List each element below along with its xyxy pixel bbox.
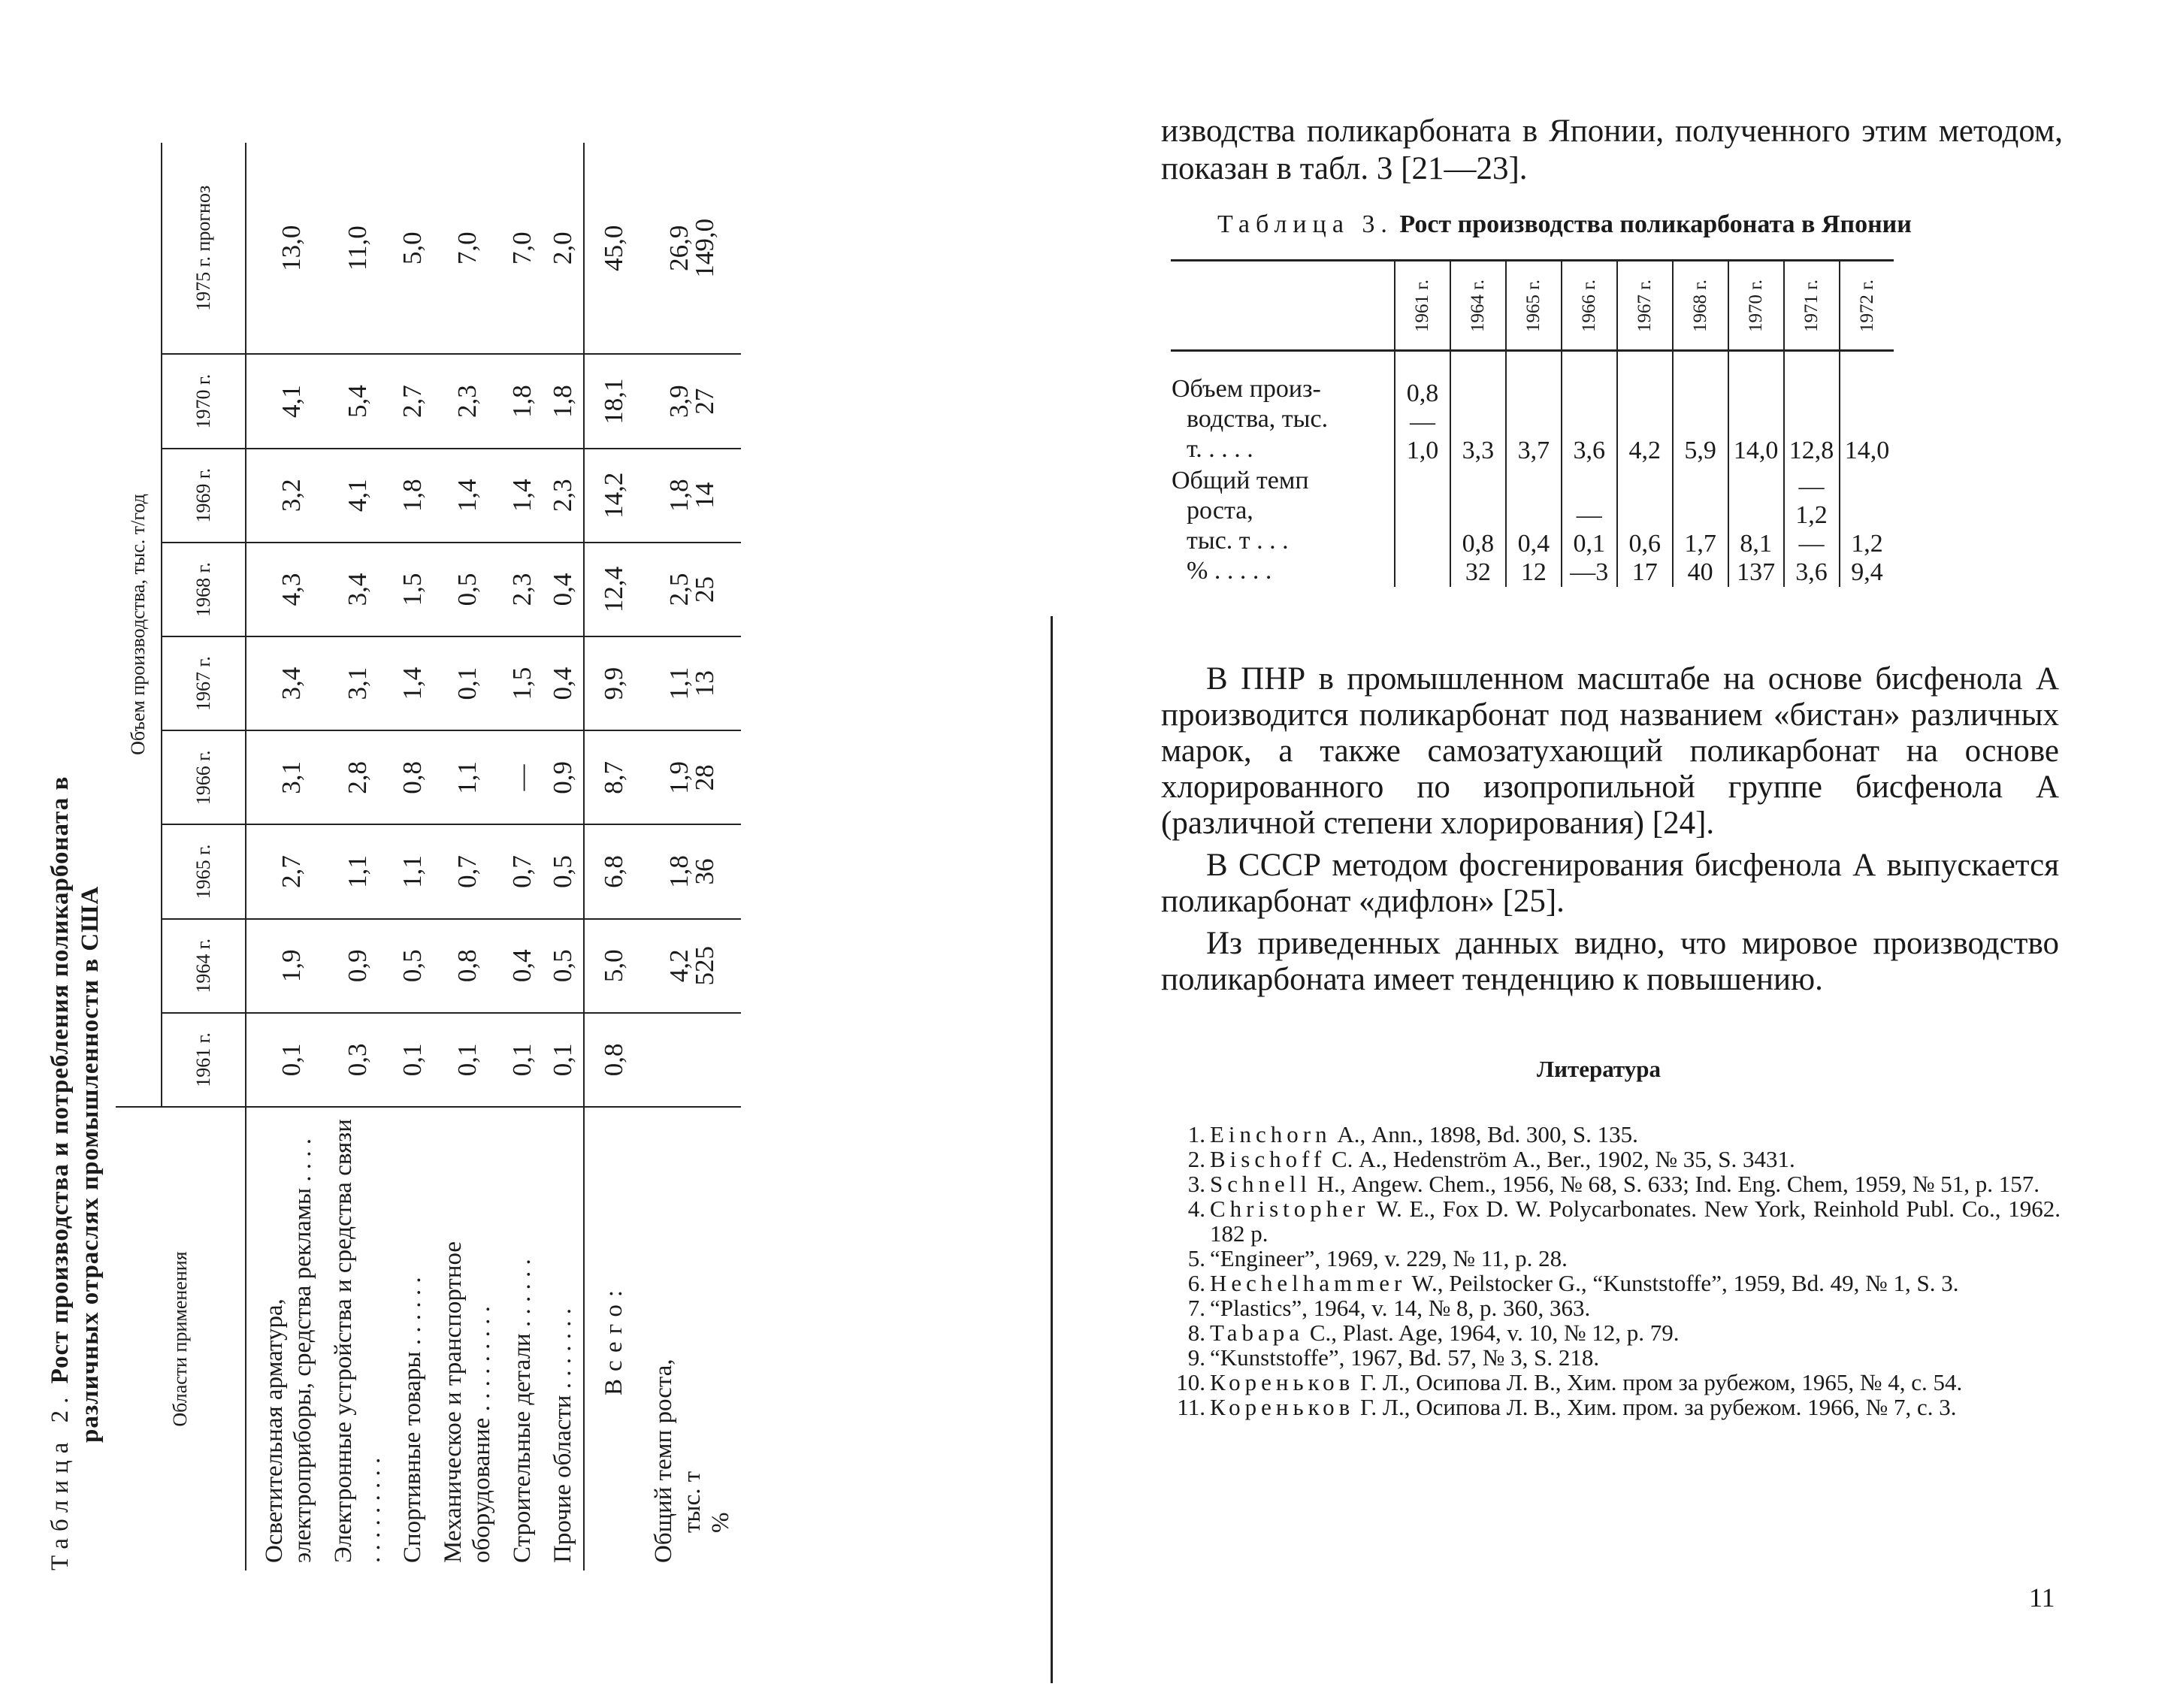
table2-row-label: Прочие области . . . . . . . (543, 1107, 584, 1570)
table2-cell: 2,7 (392, 355, 433, 449)
table2-cell: 1,8 (392, 449, 433, 543)
table3-rate-cell (1784, 465, 1840, 587)
table2-cell: 5,0 (392, 143, 433, 355)
literature-title: Литература (1537, 1056, 1661, 1082)
table2-growth-t: 1,8 (664, 479, 694, 512)
table3-year-text: 1965 г. (1522, 279, 1544, 332)
table3-year-header (1784, 261, 1840, 351)
table2-year-header: 1964 г. (162, 919, 246, 1013)
table3-rate-label-4: % . . . . . (1187, 557, 1272, 585)
table2-cell: 0,7 (502, 824, 543, 918)
table3-year-text: 1964 г. (1467, 279, 1488, 332)
reference-author: Кореньков (1210, 1394, 1355, 1420)
table2-year-header: 1961 г. (162, 1013, 246, 1107)
table2-cell: 1,1 (392, 824, 433, 918)
reference-item (1174, 1395, 2061, 1419)
table2-growth-cell (643, 449, 741, 543)
table2-total-cell: 18,1 (584, 355, 643, 449)
table3-year-text: 1967 г. (1634, 279, 1655, 332)
reference-text: Н., Angew. Chem., 1956, № 68, S. 633; Ind. Eng. Chem, 1959, № 51, p. 157. (1311, 1171, 2040, 1197)
intro-text: изводства поликарбоната в Японии, полученного этим методом, показан в табл. 3 [21—23]. (1161, 113, 2063, 186)
table2-growth-cell (643, 730, 741, 824)
table2-total-cell: 45,0 (584, 143, 643, 355)
reference-item (1174, 1370, 2061, 1395)
table2-row (246, 143, 323, 1570)
table2-growth-cell (643, 543, 741, 636)
reference-item (1174, 1196, 2061, 1246)
table2-row (433, 143, 502, 1570)
table2-cell: 1,8 (502, 355, 543, 449)
table3-year-header (1395, 261, 1450, 351)
table2-cell: 0,5 (433, 543, 502, 636)
table3-year-header (1617, 261, 1673, 351)
table3-rate-label-2: роста, (1187, 497, 1253, 524)
table3-rate-cell (1395, 465, 1450, 587)
table2-cell: 1,5 (502, 636, 543, 730)
table2 (116, 143, 741, 1570)
table2-growth-pct: 28 (690, 764, 719, 791)
table2-cell: 0,4 (543, 636, 584, 730)
table2-growth-label (643, 1107, 741, 1570)
table2-row (323, 143, 392, 1570)
reference-number: 5. (1187, 1245, 1205, 1271)
table2-caption (45, 83, 105, 1570)
table2-caption-title-1: Рост производства и потребления поликарбоната в (47, 775, 74, 1384)
table3-year-text: 1970 г. (1745, 279, 1766, 332)
reference-number: 8. (1187, 1320, 1205, 1346)
table2-growth-pct: 149,0 (690, 218, 719, 278)
reference-item (1174, 1171, 2061, 1196)
reference-text: W., Peilstocker G., “Kunststoffe”, 1959, Bd. 49, № 1, S. 3. (1406, 1270, 1959, 1296)
reference-author: Einchorn (1210, 1121, 1332, 1147)
table3-volume-label (1171, 351, 1395, 466)
reference-number: 3. (1187, 1171, 1205, 1197)
table3-rate-pct: 12 (1520, 558, 1547, 586)
reference-text: А., Ann., 1898, Bd. 300, S. 135. (1331, 1121, 1638, 1147)
table2-cell: 4,1 (246, 355, 323, 449)
table2-cell: 2,3 (543, 449, 584, 543)
table3-vol-label-3: т. . . . . (1187, 435, 1253, 463)
table2-cell: 7,0 (502, 143, 543, 355)
table2-growth-t: 1,9 (664, 760, 694, 794)
table2-growth-pct: 36 (690, 858, 719, 885)
table2-row (392, 143, 433, 1570)
table2-growth-pct: 525 (690, 945, 719, 986)
table2-year-header: 1967 г. (162, 636, 246, 730)
reference-number: 1. (1187, 1121, 1205, 1147)
table3-rate-t: 1,2 (1851, 530, 1883, 558)
reference-item (1174, 1246, 2061, 1271)
table2-growth-t: 3,9 (664, 385, 694, 418)
table3-year-text: 1972 г. (1856, 279, 1877, 332)
reference-text: “Plastics”, 1964, v. 14, № 8, p. 360, 363. (1210, 1295, 1591, 1321)
reference-author: Schnell (1210, 1171, 1311, 1197)
table2-year-header: 1966 г. (162, 730, 246, 824)
table2-cell: 0,8 (392, 730, 433, 824)
table2-row-label: Электронные устройства и средства связи . . . . . . . . . (323, 1107, 392, 1570)
table2-cell: 2,3 (433, 355, 502, 449)
table2-cell: 2,3 (502, 543, 543, 636)
table2-cell: 1,8 (543, 355, 584, 449)
table2-cell: 0,1 (246, 1013, 323, 1107)
table2-cell: 2,8 (323, 730, 392, 824)
table2-row-label: Механическое и транспортное оборудование . . . . . . . . . (433, 1107, 502, 1570)
table2-cell: 2,0 (543, 143, 584, 355)
table2-cell: 0,3 (323, 1013, 392, 1107)
table2-total-cell: 12,4 (584, 543, 643, 636)
table3-rate-cell (1840, 465, 1894, 587)
table3-volume-cell: 4,2 (1617, 351, 1673, 466)
table2-row (502, 143, 543, 1570)
table2-total-cell: 8,7 (584, 730, 643, 824)
table2-cell: 0,9 (323, 919, 392, 1013)
table2-growth-cell (643, 919, 741, 1013)
table3-rate-t: 0,6 (1628, 530, 1661, 558)
table2-cell: 4,1 (323, 449, 392, 543)
reference-text: “Engineer”, 1969, v. 229, № 11, p. 28. (1210, 1245, 1568, 1271)
reference-number: 6. (1187, 1270, 1205, 1296)
table2-cell: 5,4 (323, 355, 392, 449)
table2-total-cell: 14,2 (584, 449, 643, 543)
paragraph: Из приведенных данных видно, что мировое производство поликарбоната имеет тенденцию к повышению. (1161, 926, 2059, 997)
table3-rate-cell (1673, 465, 1728, 587)
table3-rate-pct: 137 (1737, 558, 1776, 586)
table2-cell: 0,5 (392, 919, 433, 1013)
table3 (1171, 259, 1894, 587)
table3-year-text: 1961 г. (1411, 279, 1432, 332)
reference-text: “Kunststoffe”, 1967, Bd. 57, № 3, S. 218. (1210, 1344, 1600, 1371)
reference-text: Г. Л., Осипова Л. В., Хим. пром. за рубежом. 1966, № 7, с. 3. (1354, 1394, 1957, 1420)
table3-year-header (1506, 261, 1562, 351)
table2-cell: 2,7 (246, 824, 323, 918)
table2-rotated (45, 83, 969, 1570)
table3-rate-label-1: Общий темп (1172, 467, 1309, 494)
table2-cell: 3,4 (323, 543, 392, 636)
table2-cell: 1,4 (433, 449, 502, 543)
table3-rate-t: 8,1 (1740, 530, 1772, 558)
table2-growth-cell (643, 1013, 741, 1107)
table3-rate-t: —1,2 (1795, 473, 1828, 529)
table3-rate-pct: —3 (1570, 558, 1609, 586)
table3-volume-cell: 5,9 (1673, 351, 1728, 466)
table2-group-header: Объем производства, тыс. т/год (116, 143, 162, 1107)
table3-rate-label-3: тыс. т . . . (1187, 527, 1289, 555)
table3-rate-pct: —3,6 (1795, 530, 1828, 586)
table2-year-header: 1975 г. прогноз (162, 143, 246, 355)
table2-cell: 4,3 (246, 543, 323, 636)
reference-text: C., Plast. Age, 1964, v. 10, № 12, p. 79. (1304, 1320, 1680, 1346)
reference-number: 11. (1177, 1394, 1205, 1420)
table2-cell: 0,1 (392, 1013, 433, 1107)
table2-cell: 11,0 (323, 143, 392, 355)
table2-cell: 0,1 (502, 1013, 543, 1107)
table3-year-header (1562, 261, 1617, 351)
table2-total-cell: 6,8 (584, 824, 643, 918)
reference-item (1174, 1122, 2061, 1147)
reference-item (1174, 1345, 2061, 1370)
table2-total-row (584, 143, 643, 1570)
table3-caption-prefix: Таблица 3. (1217, 210, 1393, 238)
table2-cell: 3,2 (246, 449, 323, 543)
table2-growth-pct: 27 (690, 388, 719, 415)
table2-cell: 0,8 (433, 919, 502, 1013)
table3-vol-label-1: Объем произ- (1172, 375, 1321, 403)
table3-volume-cell: 3,6 (1562, 351, 1617, 466)
table3-rate-t: —0,1 (1573, 501, 1606, 558)
reference-item (1174, 1147, 2061, 1171)
reference-author: Bischoff (1210, 1146, 1326, 1172)
reference-number: 2. (1187, 1146, 1205, 1172)
reference-text: W. E., Fox D. W. Polycarbonates. New York, Reinhold Publ. Co., 1962. 182 p. (1210, 1196, 2061, 1247)
table2-cell: 3,1 (323, 636, 392, 730)
table2-cell: 0,5 (543, 824, 584, 918)
reference-author: Christopher (1210, 1196, 1370, 1222)
reference-item (1174, 1320, 2061, 1345)
table2-total-cell: 5,0 (584, 919, 643, 1013)
table3-year-text: 1966 г. (1578, 279, 1599, 332)
table2-row (543, 143, 584, 1570)
table2-row-label: Спортивные товары . . . . . . (392, 1107, 433, 1570)
table2-cell: 3,1 (246, 730, 323, 824)
table2-cell: 0,1 (433, 636, 502, 730)
table3-corner (1171, 261, 1395, 351)
table2-growth-t: 4,2 (664, 949, 694, 983)
table2-cell: 0,1 (433, 1013, 502, 1107)
table3-caption-title: Рост производства поликарбоната в Японии (1399, 210, 1912, 238)
table3-rate-t: 1,7 (1684, 530, 1716, 558)
table2-year-header: 1968 г. (162, 543, 246, 636)
table2-area-header: Области применения (116, 1107, 246, 1570)
table2-cell: 1,5 (392, 543, 433, 636)
table3-year-header (1673, 261, 1728, 351)
reference-author: Кореньков (1210, 1369, 1355, 1395)
table2-caption-title-2: различных отраслях промышленности в США (77, 885, 104, 1443)
table2-growth-label-line: Общий темп роста, (650, 1359, 677, 1563)
table3-volume-cell: 14,0 (1728, 351, 1784, 466)
left-page (0, 0, 1052, 1708)
table3-year-text: 1968 г. (1689, 279, 1710, 332)
reference-author: Tabapa (1210, 1320, 1305, 1346)
table2-growth-cell (643, 355, 741, 449)
table2-growth-row (643, 143, 741, 1570)
table2-cell: 1,9 (246, 919, 323, 1013)
table2-cell: 1,4 (502, 449, 543, 543)
table3-rate-cell (1506, 465, 1562, 587)
table3-volume-cell: 0,8—1,0 (1395, 351, 1450, 466)
table3-volume-cell: 12,8 (1784, 351, 1840, 466)
reference-number: 7. (1187, 1295, 1205, 1321)
reference-item (1174, 1295, 2061, 1320)
table3-rate-pct: 17 (1631, 558, 1658, 586)
table3-caption (1217, 210, 1912, 239)
table3-year-header (1840, 261, 1894, 351)
table2-year-header: 1969 г. (162, 449, 246, 543)
table2-cell: 0,4 (543, 543, 584, 636)
table2-growth-pct: 14 (690, 482, 719, 509)
table3-rate-cell (1728, 465, 1784, 587)
table2-growth-t: 1,1 (664, 667, 694, 700)
table2-caption-prefix: Таблица 2. (47, 1390, 74, 1570)
reference-text: С. А., Hedenström А., Ber., 1902, № 35, S. 3431. (1326, 1146, 1795, 1172)
body-paragraphs (1161, 661, 2059, 1004)
reference-author: Hechelhammer (1210, 1270, 1407, 1296)
table2-growth-t: 26,9 (664, 225, 694, 271)
paragraph: В СССР методом фосгенирования бисфенола А выпускается поликарбонат «дифлон» [25]. (1161, 848, 2059, 919)
references-list (1174, 1122, 2061, 1419)
reference-number: 4. (1187, 1196, 1205, 1222)
table2-growth-label-line: тыс. т (679, 1471, 706, 1533)
table2-cell: — (502, 730, 543, 824)
reference-item (1174, 1271, 2061, 1295)
table2-row-label: Осветительная арматура, электроприборы, средства рекламы . . . . (246, 1107, 323, 1570)
table2-growth-pct: 25 (690, 576, 719, 603)
page-number: 11 (2029, 1583, 2055, 1613)
reference-number: 10. (1176, 1369, 1205, 1395)
table2-cell: 0,1 (543, 1013, 584, 1107)
table2-cell: 0,4 (502, 919, 543, 1013)
table3-rate-pct: 9,4 (1851, 558, 1883, 586)
table2-total-cell: 9,9 (584, 636, 643, 730)
table3-rate-t: 0,8 (1462, 530, 1495, 558)
reference-number: 9. (1187, 1344, 1205, 1371)
table2-cell: 1,4 (392, 636, 433, 730)
table2-cell: 0,5 (543, 919, 584, 1013)
table3-year-header (1450, 261, 1506, 351)
table2-cell: 13,0 (246, 143, 323, 355)
table2-growth-cell (643, 636, 741, 730)
table3-volume-cell: 3,3 (1450, 351, 1506, 466)
table2-growth-cell (643, 143, 741, 355)
table3-rate-pct: 40 (1687, 558, 1713, 586)
table2-year-header: 1965 г. (162, 824, 246, 918)
table2-growth-pct: 13 (690, 670, 719, 697)
table3-year-header (1728, 261, 1784, 351)
table2-cell: 3,4 (246, 636, 323, 730)
table3-vol-label-2: водства, тыс. (1187, 405, 1329, 433)
reference-text: Г. Л., Осипова Л. В., Хим. пром за рубежом, 1965, № 4, с. 54. (1354, 1369, 1963, 1395)
table2-year-header: 1970 г. (162, 355, 246, 449)
table2-growth-t: 2,5 (664, 573, 694, 606)
table2-row-label: Строительные детали . . . . . . (502, 1107, 543, 1570)
table3-volume-cell: 3,7 (1506, 351, 1562, 466)
table2-cell: 1,1 (323, 824, 392, 918)
table2-growth-t: 1,8 (664, 855, 694, 888)
table2-growth-cell (643, 824, 741, 918)
table3-rate-label (1171, 465, 1395, 587)
table2-total-label: Всего: (584, 1107, 643, 1570)
table3-year-text: 1971 г. (1801, 279, 1822, 332)
table3-volume-cell: 14,0 (1840, 351, 1894, 466)
table2-cell: 7,0 (433, 143, 502, 355)
table3-rate-t: 0,4 (1517, 530, 1550, 558)
table3-rate-pct: 32 (1465, 558, 1491, 586)
paragraph: В ПНР в промышленном масштабе на основе бисфенола А производится поликарбонат под названием «бистан» различных марок, а также самозатухающий поликарбонат на основе хлорированного по изопропильной группе бисфенола А (различной степени хлорирования) [24]. (1161, 661, 2059, 841)
table3-rate-cell (1450, 465, 1506, 587)
table2-growth-label-line: % (707, 1512, 734, 1533)
table2-cell: 0,9 (543, 730, 584, 824)
table2-cell: 0,7 (433, 824, 502, 918)
table3-rate-cell (1562, 465, 1617, 587)
table2-cell: 1,1 (433, 730, 502, 824)
table3-rate-cell (1617, 465, 1673, 587)
table2-total-cell: 0,8 (584, 1013, 643, 1107)
